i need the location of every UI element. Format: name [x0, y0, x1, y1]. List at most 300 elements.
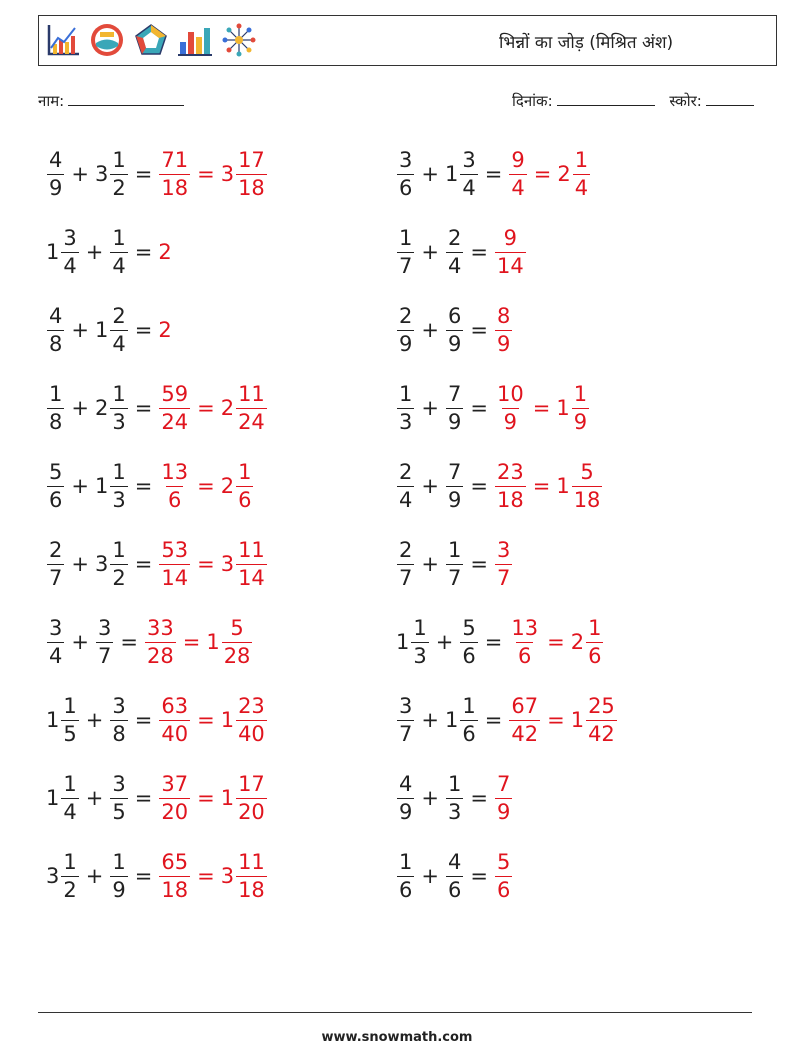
addend-a-denominator: 7: [399, 565, 413, 590]
answer-term: [158, 317, 172, 342]
addend-b-fraction: [446, 225, 463, 278]
addend-a-denominator: 4: [63, 253, 77, 278]
answer-numerator: 23: [238, 693, 265, 718]
addend-a-numerator: 1: [49, 381, 63, 406]
answer-term: [556, 459, 603, 512]
problem-row: [396, 142, 591, 206]
answer-term: [158, 537, 191, 590]
answer-fraction: [159, 849, 190, 902]
addend-a-term: [46, 849, 80, 902]
addend-a-denominator: 9: [399, 331, 413, 356]
addend-b-denominator: 7: [447, 565, 462, 590]
answer-term: [494, 459, 527, 512]
answer-fraction: [495, 771, 512, 824]
addend-b-whole: 3: [94, 551, 109, 576]
answer-denominator: 4: [511, 175, 525, 200]
plus-sign: +: [71, 317, 89, 342]
addend-b-numerator: 5: [462, 615, 476, 640]
answer-fraction: [586, 615, 603, 668]
addend-b-fraction: [446, 303, 463, 356]
answer-whole: 3: [220, 863, 235, 888]
addend-a-denominator: 7: [399, 721, 413, 746]
answer-numerator: 71: [161, 147, 189, 172]
answer-numerator: 10: [496, 381, 524, 406]
answer-term: [494, 537, 513, 590]
addend-b-term: [445, 381, 464, 434]
answer-numerator: 5: [496, 849, 511, 874]
answer-term: [220, 381, 268, 434]
answer-numerator: 17: [238, 771, 265, 796]
problem-row: [46, 454, 254, 518]
addend-a-term: [46, 537, 65, 590]
answer-denominator: 14: [238, 565, 265, 590]
answer-term: [158, 693, 191, 746]
answer-whole: 1: [556, 395, 570, 420]
answer-fraction: [509, 615, 540, 668]
addend-a-numerator: 4: [49, 147, 63, 172]
answer-denominator: 18: [161, 877, 189, 902]
addend-a-numerator: 2: [49, 537, 63, 562]
addend-a-fraction: [47, 303, 64, 356]
answer-equals-sign: =: [547, 707, 565, 732]
answer-numerator: 13: [511, 615, 539, 640]
answer-denominator: 18: [238, 175, 265, 200]
addend-a-numerator: 1: [413, 615, 427, 640]
answer-denominator: 18: [238, 877, 265, 902]
answer-whole: 1: [220, 707, 235, 732]
addend-b-numerator: 1: [112, 849, 126, 874]
answer-denominator: 6: [518, 643, 532, 668]
answer-term: [508, 147, 527, 200]
plus-sign: +: [421, 707, 439, 732]
addend-a-numerator: 1: [63, 771, 77, 796]
addend-b-term: [459, 615, 478, 668]
answer-whole: 1: [206, 629, 220, 654]
addend-a-denominator: 6: [49, 487, 63, 512]
answer-numerator: 9: [503, 225, 518, 250]
answer-equals-sign: =: [197, 551, 215, 576]
addend-a-term: [46, 615, 65, 668]
date-blank[interactable]: [557, 91, 655, 106]
addend-b-numerator: 3: [112, 693, 126, 718]
problem-row: [46, 610, 253, 674]
addend-b-whole: 1: [94, 473, 109, 498]
addend-b-term: [109, 849, 128, 902]
answer-denominator: 18: [573, 487, 601, 512]
equals-sign: =: [484, 161, 503, 186]
addend-b-fraction: [446, 459, 463, 512]
answer-term: [158, 459, 191, 512]
addend-b-fraction: [460, 693, 477, 746]
addend-b-term: [94, 381, 129, 434]
addend-b-fraction: [96, 615, 113, 668]
addend-b-numerator: 4: [447, 849, 462, 874]
answer-fraction: [495, 459, 526, 512]
addend-a-denominator: 4: [63, 799, 77, 824]
answer-numerator: 5: [580, 459, 594, 484]
addend-b-denominator: 4: [112, 331, 126, 356]
addend-b-whole: 3: [94, 161, 109, 186]
answer-numerator: 3: [496, 537, 511, 562]
addend-a-term: [396, 771, 415, 824]
answer-numerator: 1: [574, 147, 589, 172]
addend-b-numerator: 7: [447, 459, 462, 484]
answer-denominator: 28: [223, 643, 251, 668]
addend-a-fraction: [61, 771, 78, 824]
answer-term: [144, 615, 177, 668]
answer-numerator: 17: [238, 147, 265, 172]
answer-term: [158, 239, 172, 264]
addend-a-fraction: [397, 147, 414, 200]
addend-b-denominator: 3: [112, 487, 126, 512]
addend-b-fraction: [110, 225, 127, 278]
addend-a-denominator: 9: [49, 175, 63, 200]
addend-a-denominator: 8: [49, 331, 63, 356]
answer-whole: 1: [570, 707, 585, 732]
problem-row: [46, 142, 268, 206]
answer-term: [220, 693, 268, 746]
answer-numerator: 63: [161, 693, 189, 718]
addend-b-numerator: 3: [97, 615, 112, 640]
answer-term: [158, 147, 191, 200]
equals-sign: =: [120, 629, 138, 654]
equals-sign: =: [134, 161, 153, 186]
equals-sign: =: [134, 707, 153, 732]
answer-denominator: 9: [496, 799, 511, 824]
answer-denominator: 28: [146, 643, 174, 668]
problem-row: [46, 532, 268, 596]
equals-sign: =: [134, 239, 153, 264]
addend-b-denominator: 6: [462, 721, 476, 746]
addend-b-denominator: 9: [447, 487, 462, 512]
problem-row: [46, 766, 268, 830]
addend-b-term: [94, 537, 129, 590]
addend-a-denominator: 3: [413, 643, 427, 668]
answer-numerator: 53: [161, 537, 189, 562]
addend-a-term: [396, 225, 415, 278]
addend-a-denominator: 9: [399, 799, 413, 824]
date-label: दिनांक:: [512, 92, 553, 110]
addend-a-fraction: [61, 693, 78, 746]
answer-fraction: [495, 225, 526, 278]
addend-a-denominator: 6: [399, 877, 413, 902]
answer-denominator: 6: [588, 643, 602, 668]
worksheet-title: भिन्नों का जोड़ (मिश्रित अंश): [499, 33, 674, 53]
addend-b-term: [445, 771, 464, 824]
answer-fraction: [495, 303, 512, 356]
answer-denominator: 20: [238, 799, 265, 824]
answer-fraction: [159, 693, 190, 746]
addend-a-numerator: 1: [63, 693, 77, 718]
addend-b-numerator: 1: [112, 381, 126, 406]
addend-a-fraction: [397, 381, 414, 434]
addend-a-fraction: [397, 693, 414, 746]
equals-sign: =: [134, 395, 153, 420]
addend-b-fraction: [110, 771, 127, 824]
addend-b-numerator: 7: [447, 381, 462, 406]
addend-a-term: [396, 147, 415, 200]
answer-denominator: 40: [238, 721, 265, 746]
equals-sign: =: [470, 317, 488, 342]
addend-a-whole: 1: [46, 239, 60, 264]
problem-row: [46, 298, 173, 362]
answer-numerator: 11: [238, 849, 265, 874]
answer-fraction: [159, 381, 190, 434]
addend-a-fraction: [47, 381, 64, 434]
answer-fraction: [236, 459, 253, 512]
answer-term: [494, 771, 513, 824]
answer-denominator: 42: [511, 721, 539, 746]
equals-sign: =: [470, 551, 488, 576]
answer-numerator: 9: [511, 147, 525, 172]
answer-fraction: [159, 147, 190, 200]
answer-denominator: 9: [503, 409, 518, 434]
answer-fraction: [573, 147, 590, 200]
plus-sign: +: [85, 239, 104, 264]
addend-a-denominator: 5: [63, 721, 77, 746]
addend-a-term: [46, 303, 65, 356]
addend-b-whole: 2: [94, 395, 109, 420]
plus-sign: +: [435, 629, 454, 654]
addend-a-denominator: 4: [49, 643, 63, 668]
answer-denominator: 40: [161, 721, 189, 746]
addend-b-fraction: [110, 693, 127, 746]
answer-whole: 2: [220, 473, 235, 498]
problem-row: [46, 688, 268, 752]
answer-denominator: 6: [168, 487, 182, 512]
addend-b-denominator: 3: [112, 409, 126, 434]
addend-b-denominator: 4: [462, 175, 476, 200]
addend-a-numerator: 3: [399, 693, 413, 718]
plus-sign: +: [421, 785, 439, 810]
addend-b-numerator: 1: [112, 537, 126, 562]
addend-b-numerator: 3: [112, 771, 126, 796]
addend-a-denominator: 8: [49, 409, 63, 434]
addend-b-denominator: 3: [447, 799, 462, 824]
answer-fraction: [495, 537, 512, 590]
addend-b-fraction: [110, 303, 127, 356]
addend-b-fraction: [110, 381, 127, 434]
problem-row: [396, 688, 618, 752]
plus-sign: +: [71, 629, 89, 654]
answer-fraction: [509, 693, 540, 746]
addend-a-fraction: [61, 225, 78, 278]
addend-b-term: [445, 303, 464, 356]
plus-sign: +: [71, 473, 89, 498]
addend-a-numerator: 3: [399, 147, 413, 172]
answer-equals-sign: =: [197, 395, 215, 420]
answer-whole: 2: [158, 317, 172, 342]
answer-equals-sign: =: [182, 629, 201, 654]
addend-b-numerator: 1: [112, 459, 126, 484]
addend-a-fraction: [47, 615, 64, 668]
addend-b-denominator: 9: [112, 877, 126, 902]
answer-equals-sign: =: [532, 395, 551, 420]
addend-b-fraction: [110, 849, 127, 902]
addend-b-term: [445, 537, 464, 590]
worksheet-header: [38, 15, 777, 66]
addend-b-denominator: 9: [447, 409, 462, 434]
answer-fraction: [159, 771, 190, 824]
addend-a-term: [46, 693, 80, 746]
problem-row: [396, 766, 513, 830]
addend-a-denominator: 3: [399, 409, 413, 434]
bar-chart-icon: [177, 22, 213, 58]
addend-a-term: [396, 693, 415, 746]
name-label: नाम:: [38, 92, 65, 110]
answer-term: [508, 615, 541, 668]
addend-b-term: [445, 459, 464, 512]
answer-term: [557, 147, 591, 200]
answer-whole: 2: [570, 629, 585, 654]
name-field[interactable]: [38, 91, 184, 111]
answer-numerator: 5: [230, 615, 244, 640]
addend-b-denominator: 2: [112, 565, 126, 590]
equals-sign: =: [470, 395, 488, 420]
answer-term: [220, 537, 268, 590]
answer-fraction: [572, 459, 603, 512]
answer-term: [158, 849, 191, 902]
equals-sign: =: [470, 785, 488, 810]
network-icon: [221, 22, 257, 58]
equals-sign: =: [470, 473, 488, 498]
addend-a-term: [46, 147, 65, 200]
addend-b-term: [109, 693, 128, 746]
addend-b-numerator: 1: [462, 693, 476, 718]
plus-sign: +: [421, 395, 439, 420]
equals-sign: =: [134, 473, 153, 498]
addend-a-fraction: [397, 459, 414, 512]
problem-row: [46, 376, 268, 440]
answer-whole: 3: [220, 551, 235, 576]
addend-a-numerator: 4: [399, 771, 413, 796]
plus-sign: +: [421, 239, 439, 264]
plus-sign: +: [85, 785, 104, 810]
answer-term: [220, 147, 268, 200]
problem-row: [396, 844, 513, 908]
addend-b-denominator: 6: [447, 877, 462, 902]
answer-equals-sign: =: [197, 785, 215, 810]
plus-sign: +: [71, 551, 89, 576]
answer-fraction: [236, 771, 267, 824]
percent-gauge-icon: [89, 22, 125, 58]
answer-denominator: 18: [161, 175, 189, 200]
answer-term: [158, 381, 191, 434]
addend-a-fraction: [397, 771, 414, 824]
answer-denominator: 9: [573, 409, 588, 434]
addend-a-denominator: 2: [63, 877, 77, 902]
answer-numerator: 8: [496, 303, 511, 328]
answer-numerator: 67: [511, 693, 539, 718]
addend-b-numerator: 1: [112, 225, 126, 250]
problem-row: [396, 376, 590, 440]
plus-sign: +: [85, 707, 104, 732]
addend-a-term: [396, 459, 415, 512]
addend-a-denominator: 4: [399, 487, 413, 512]
answer-numerator: 7: [496, 771, 511, 796]
answer-denominator: 6: [496, 877, 511, 902]
header-icons: [45, 22, 257, 58]
answer-equals-sign: =: [197, 863, 215, 888]
plus-sign: +: [421, 863, 439, 888]
addend-a-whole: 1: [46, 707, 60, 732]
addend-b-denominator: 7: [97, 643, 112, 668]
answer-term: [556, 381, 590, 434]
addend-a-denominator: 7: [49, 565, 63, 590]
plus-sign: +: [71, 161, 89, 186]
addend-b-fraction: [110, 147, 127, 200]
answer-denominator: 18: [496, 487, 524, 512]
answer-numerator: 33: [146, 615, 174, 640]
addend-a-fraction: [47, 459, 64, 512]
addend-b-denominator: 4: [447, 253, 462, 278]
addend-a-fraction: [397, 225, 414, 278]
addend-b-fraction: [446, 849, 463, 902]
equals-sign: =: [134, 317, 153, 342]
answer-fraction: [236, 849, 267, 902]
problem-row: [396, 454, 603, 518]
answer-fraction: [495, 381, 526, 434]
addend-a-numerator: 2: [399, 537, 413, 562]
addend-b-denominator: 8: [112, 721, 126, 746]
addend-b-term: [94, 459, 129, 512]
addend-b-numerator: 1: [447, 537, 462, 562]
answer-denominator: 42: [588, 721, 615, 746]
answer-numerator: 13: [161, 459, 189, 484]
addend-b-denominator: 2: [112, 175, 126, 200]
name-blank[interactable]: [68, 91, 184, 106]
answer-term: [494, 225, 527, 278]
answer-fraction: [586, 693, 617, 746]
equals-sign: =: [484, 707, 503, 732]
date-score-fields: [512, 91, 754, 111]
addend-b-fraction: [446, 771, 463, 824]
equals-sign: =: [134, 551, 153, 576]
addend-b-term: [109, 771, 128, 824]
answer-denominator: 20: [161, 799, 189, 824]
addend-b-numerator: 2: [447, 225, 462, 250]
addend-a-numerator: 1: [399, 381, 413, 406]
addend-a-term: [46, 459, 65, 512]
pentagon-icon: [133, 22, 169, 58]
addend-b-denominator: 5: [112, 799, 126, 824]
answer-numerator: 65: [161, 849, 189, 874]
answer-fraction: [236, 147, 267, 200]
addend-a-fraction: [61, 849, 78, 902]
score-blank[interactable]: [706, 91, 754, 106]
answer-numerator: 59: [161, 381, 189, 406]
answer-fraction: [509, 147, 526, 200]
addend-a-term: [396, 615, 430, 668]
answer-denominator: 14: [496, 253, 524, 278]
plus-sign: +: [421, 473, 439, 498]
answer-numerator: 37: [161, 771, 189, 796]
addend-b-fraction: [110, 537, 127, 590]
answer-denominator: 14: [161, 565, 189, 590]
addend-a-fraction: [47, 537, 64, 590]
answer-equals-sign: =: [197, 473, 215, 498]
equals-sign: =: [470, 863, 488, 888]
answer-fraction: [495, 849, 512, 902]
answer-whole: 3: [220, 161, 235, 186]
answer-fraction: [222, 615, 253, 668]
addend-a-whole: 1: [46, 785, 60, 810]
addend-b-whole: 1: [94, 317, 109, 342]
answer-denominator: 4: [574, 175, 589, 200]
addend-b-numerator: 6: [447, 303, 462, 328]
addend-b-term: [109, 225, 128, 278]
answer-numerator: 23: [496, 459, 524, 484]
